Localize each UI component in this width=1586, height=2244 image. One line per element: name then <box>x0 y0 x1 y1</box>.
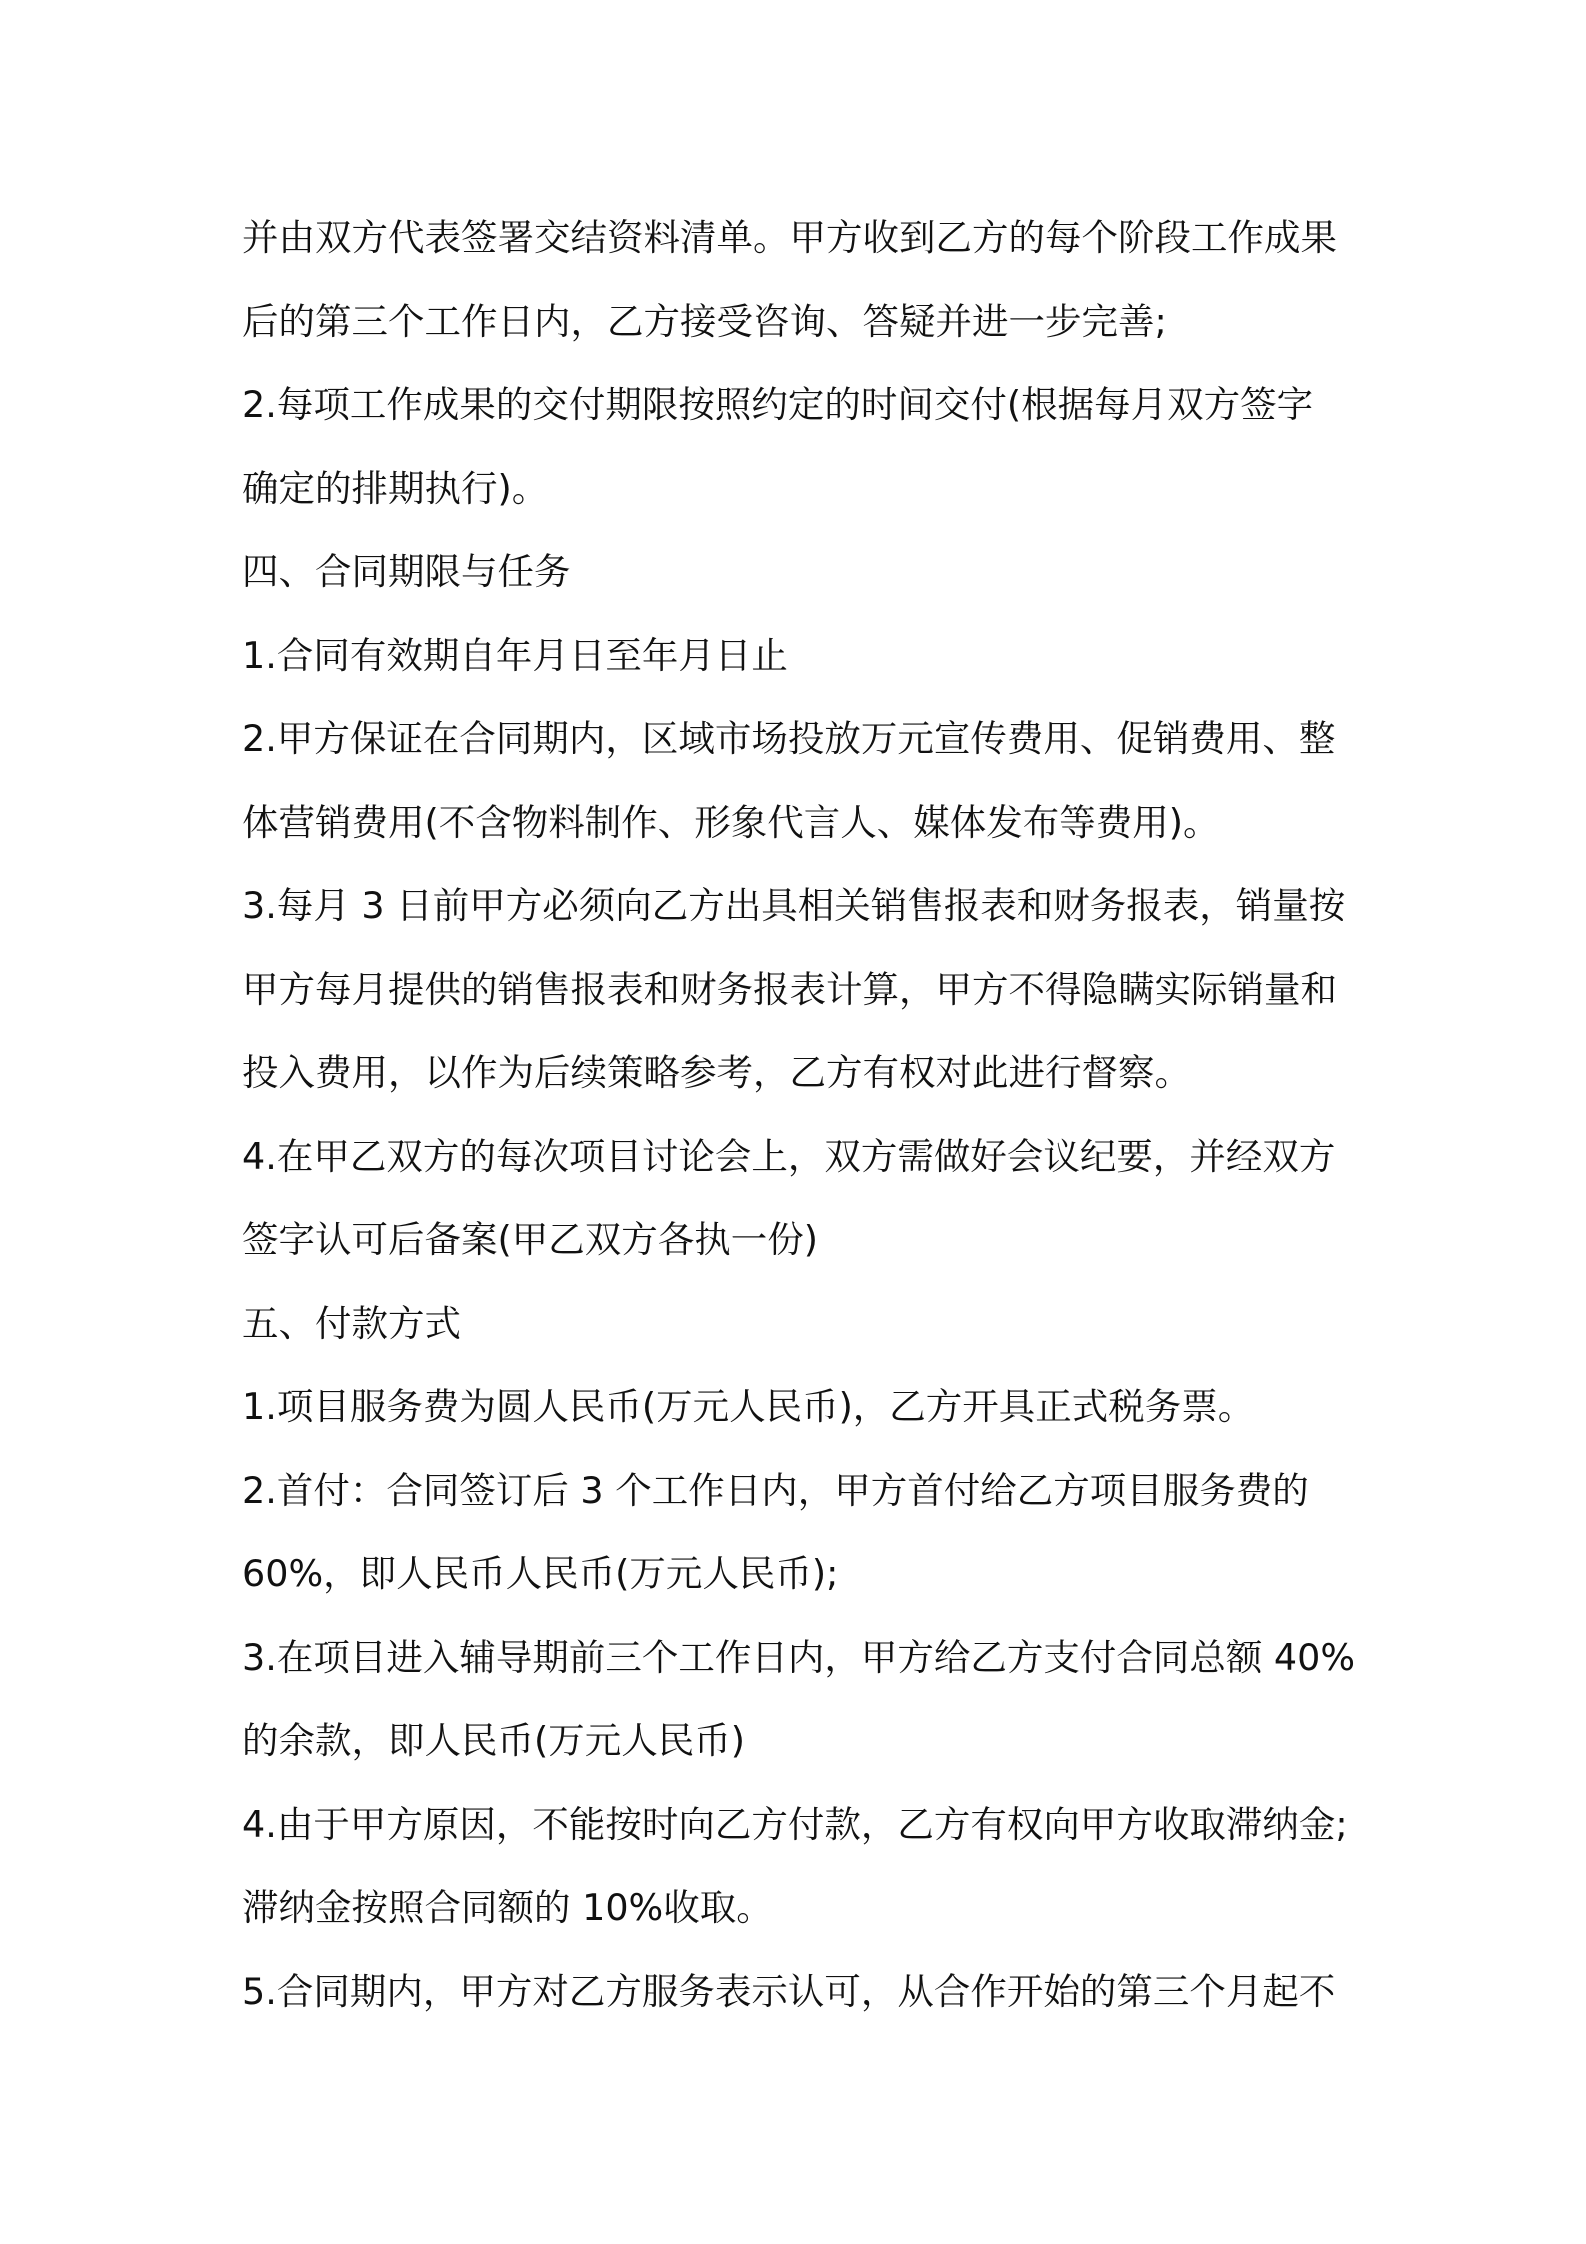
text-line: 60%，即人民币人民币(万元人民币); <box>242 1552 839 1595</box>
section-heading: 五、付款方式 <box>242 1301 461 1345</box>
text-line: 签字认可后备案(甲乙双方各执一份) <box>242 1218 818 1261</box>
text-line: 3.每月 3 日前甲方必须向乙方出具相关销售报表和财务报表，销量按 <box>242 884 1346 927</box>
text-line: 确定的排期执行)。 <box>242 466 549 510</box>
text-line: 5.合同期内，甲方对乙方服务表示认可，从合作开始的第三个月起不 <box>242 1969 1336 2013</box>
text-line: 4.在甲乙双方的每次项目讨论会上，双方需做好会议纪要，并经双方 <box>242 1134 1336 1178</box>
text-line: 4.由于甲方原因，不能按时向乙方付款，乙方有权向甲方收取滞纳金; <box>242 1802 1348 1846</box>
contract-text <box>242 196 1362 2033</box>
text-line: 投入费用，以作为后续策略参考，乙方有权对此进行督察。 <box>242 1051 1191 1094</box>
text-line: 3.在项目进入辅导期前三个工作日内，甲方给乙方支付合同总额 40% <box>242 1635 1356 1679</box>
text-line: 后的第三个工作日内，乙方接受咨询、答疑并进一步完善; <box>242 299 1167 343</box>
text-line: 2.甲方保证在合同期内，区域市场投放万元宣传费用、促销费用、整 <box>242 717 1336 760</box>
text-line: 2.每项工作成果的交付期限按照约定的时间交付(根据每月双方签字 <box>242 383 1314 426</box>
text-line: 甲方每月提供的销售报表和财务报表计算，甲方不得隐瞒实际销量和 <box>242 967 1337 1011</box>
text-line: 1.合同有效期自年月日至年月日止 <box>242 633 788 677</box>
text-line: 体营销费用(不含物料制作、形象代言人、媒体发布等费用)。 <box>242 800 1220 844</box>
text-line: 并由双方代表签署交结资料清单。甲方收到乙方的每个阶段工作成果 <box>242 216 1337 259</box>
section-heading: 四、合同期限与任务 <box>242 550 571 593</box>
text-line: 滞纳金按照合同额的 10%收取。 <box>242 1886 773 1929</box>
text-line: 1.项目服务费为圆人民币(万元人民币)，乙方开具正式税务票。 <box>242 1385 1255 1428</box>
text-line: 的余款，即人民币(万元人民币) <box>242 1719 745 1762</box>
text-line: 2.首付：合同签订后 3 个工作日内，甲方首付给乙方项目服务费的 <box>242 1468 1309 1512</box>
